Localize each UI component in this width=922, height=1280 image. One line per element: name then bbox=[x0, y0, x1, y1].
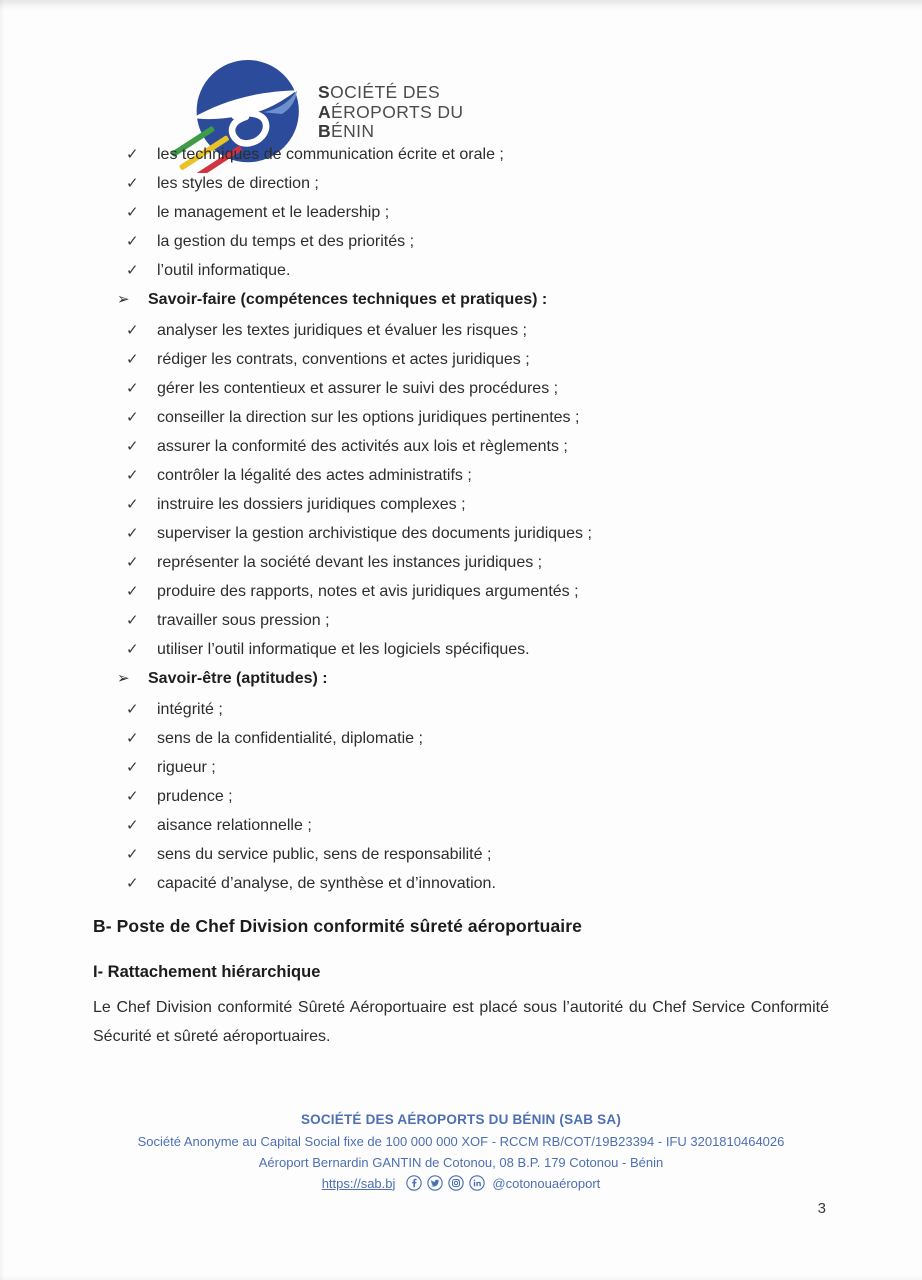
twitter-icon bbox=[427, 1175, 443, 1191]
savoir-list bbox=[93, 146, 829, 280]
checkmark-icon: ✓ bbox=[126, 204, 139, 221]
list-item bbox=[93, 175, 829, 193]
page-footer bbox=[0, 1112, 922, 1191]
logo-wordmark bbox=[318, 83, 463, 142]
list-item bbox=[93, 612, 829, 630]
list-item bbox=[93, 380, 829, 398]
checkmark-icon: ✓ bbox=[126, 525, 139, 542]
savoir-faire-list bbox=[93, 322, 829, 659]
list-item-text: intégrité ; bbox=[157, 701, 223, 718]
list-item-text: assurer la conformité des activités aux lois et règlements ; bbox=[157, 438, 568, 455]
list-item bbox=[93, 146, 829, 164]
logo-line-3: BÉNIN bbox=[318, 121, 375, 141]
list-item-text: la gestion du temps et des priorités ; bbox=[157, 233, 415, 250]
list-item-text: rédiger les contrats, conventions et actes juridiques ; bbox=[157, 351, 530, 368]
instagram-icon bbox=[448, 1175, 464, 1191]
list-item bbox=[93, 583, 829, 601]
section-b-heading: B- Poste de Chef Division conformité sûreté aéroportuaire bbox=[93, 915, 582, 936]
footer-legal-line: Société Anonyme au Capital Social fixe de 100 000 000 XOF - RCCM RB/COT/19B23394 - IFU 3201810464026 bbox=[137, 1134, 785, 1149]
list-item-text: gérer les contentieux et assurer le suivi des procédures ; bbox=[157, 380, 559, 397]
list-item bbox=[93, 701, 829, 719]
list-item-text: contrôler la légalité des actes administratifs ; bbox=[157, 467, 472, 484]
checkmark-icon: ✓ bbox=[126, 875, 139, 892]
list-item-text: produire des rapports, notes et avis juridiques argumentés ; bbox=[157, 583, 579, 600]
list-item-text: rigueur ; bbox=[157, 759, 216, 776]
list-item-text: analyser les textes juridiques et évaluer les risques ; bbox=[157, 322, 527, 339]
checkmark-icon: ✓ bbox=[126, 438, 139, 455]
list-item-text: instruire les dossiers juridiques complexes ; bbox=[157, 496, 466, 513]
list-item-text: superviser la gestion archivistique des documents juridiques ; bbox=[157, 525, 592, 542]
footer-address-line: Aéroport Bernardin GANTIN de Cotonou, 08 B.P. 179 Cotonou - Bénin bbox=[258, 1155, 664, 1170]
list-item bbox=[93, 233, 829, 251]
checkmark-icon: ✓ bbox=[126, 701, 139, 718]
savoir-etre-heading-text: Savoir-être (aptitudes) : bbox=[148, 670, 328, 687]
list-item bbox=[93, 846, 829, 864]
checkmark-icon: ✓ bbox=[126, 233, 139, 250]
list-item bbox=[93, 351, 829, 369]
list-item-text: aisance relationnelle ; bbox=[157, 817, 312, 834]
checkmark-icon: ✓ bbox=[126, 759, 139, 776]
savoir-faire-heading-text: Savoir-faire (compétences techniques et pratiques) : bbox=[148, 291, 548, 308]
savoir-etre-heading bbox=[93, 670, 829, 688]
checkmark-icon: ✓ bbox=[126, 175, 139, 192]
checkmark-icon: ✓ bbox=[126, 583, 139, 600]
list-item bbox=[93, 788, 829, 806]
website-link[interactable]: https://sab.bj bbox=[321, 1175, 396, 1191]
list-item bbox=[93, 262, 829, 280]
checkmark-icon: ✓ bbox=[126, 262, 139, 279]
list-item-text: conseiller la direction sur les options juridiques pertinentes ; bbox=[157, 409, 580, 426]
list-item-text: prudence ; bbox=[157, 788, 233, 805]
list-item bbox=[93, 730, 829, 748]
list-item bbox=[93, 204, 829, 222]
list-item-text: sens du service public, sens de responsabilité ; bbox=[157, 846, 492, 863]
list-item bbox=[93, 322, 829, 340]
list-item-text: le management et le leadership ; bbox=[157, 204, 390, 221]
list-item bbox=[93, 759, 829, 777]
checkmark-icon: ✓ bbox=[126, 612, 139, 629]
page-number: 3 bbox=[817, 1200, 826, 1217]
checkmark-icon: ✓ bbox=[126, 409, 139, 426]
checkmark-icon: ✓ bbox=[126, 554, 139, 571]
list-item-text: l’outil informatique. bbox=[157, 262, 291, 279]
linkedin-icon bbox=[469, 1175, 485, 1191]
savoir-faire-heading bbox=[93, 291, 829, 309]
list-item bbox=[93, 438, 829, 456]
list-item bbox=[93, 817, 829, 835]
list-item-text: travailler sous pression ; bbox=[157, 612, 330, 629]
list-item bbox=[93, 641, 829, 659]
checkmark-icon: ✓ bbox=[126, 817, 139, 834]
list-item-text: les styles de direction ; bbox=[157, 175, 319, 192]
list-item bbox=[93, 409, 829, 427]
list-item-text: utiliser l’outil informatique et les logiciels spécifiques. bbox=[157, 641, 530, 658]
checkmark-icon: ✓ bbox=[126, 467, 139, 484]
checkmark-icon: ✓ bbox=[126, 351, 139, 368]
list-item-text: sens de la confidentialité, diplomatie ; bbox=[157, 730, 423, 747]
list-item-text: capacité d’analyse, de synthèse et d’innovation. bbox=[157, 875, 496, 892]
checkmark-icon: ✓ bbox=[126, 496, 139, 513]
list-item-text: les techniques de communication écrite et orale ; bbox=[157, 146, 504, 163]
list-item bbox=[93, 554, 829, 572]
document-body bbox=[93, 146, 829, 1051]
footer-company-name: SOCIÉTÉ DES AÉROPORTS DU BÉNIN (SAB SA) bbox=[300, 1112, 622, 1127]
checkmark-icon: ✓ bbox=[126, 788, 139, 805]
arrowhead-bullet-icon: ➢ bbox=[117, 291, 130, 308]
social-handle: @cotonouaéroport bbox=[492, 1175, 601, 1191]
checkmark-icon: ✓ bbox=[126, 730, 139, 747]
logo-line-2: AÉROPORTS DU bbox=[318, 101, 464, 122]
facebook-icon bbox=[406, 1175, 422, 1191]
logo-line-1: SOCIÉTÉ DES bbox=[318, 82, 441, 102]
list-item bbox=[93, 875, 829, 893]
checkmark-icon: ✓ bbox=[126, 380, 139, 397]
checkmark-icon: ✓ bbox=[126, 846, 139, 863]
footer-links-row bbox=[0, 1175, 922, 1191]
list-item-text: représenter la société devant les instances juridiques ; bbox=[157, 554, 543, 571]
list-item bbox=[93, 467, 829, 485]
checkmark-icon: ✓ bbox=[126, 641, 139, 658]
rattachement-paragraph: Le Chef Division conformité Sûreté Aéroportuaire est placé sous l’autorité du Chef Service Conformité Sécurité et sûreté aéroportuaires. bbox=[93, 998, 829, 1045]
checkmark-icon: ✓ bbox=[126, 322, 139, 339]
list-item bbox=[93, 496, 829, 514]
list-item bbox=[93, 525, 829, 543]
checkmark-icon: ✓ bbox=[126, 146, 139, 163]
section-i-heading: I- Rattachement hiérarchique bbox=[93, 962, 321, 981]
arrowhead-bullet-icon: ➢ bbox=[117, 670, 130, 687]
savoir-etre-list bbox=[93, 701, 829, 893]
